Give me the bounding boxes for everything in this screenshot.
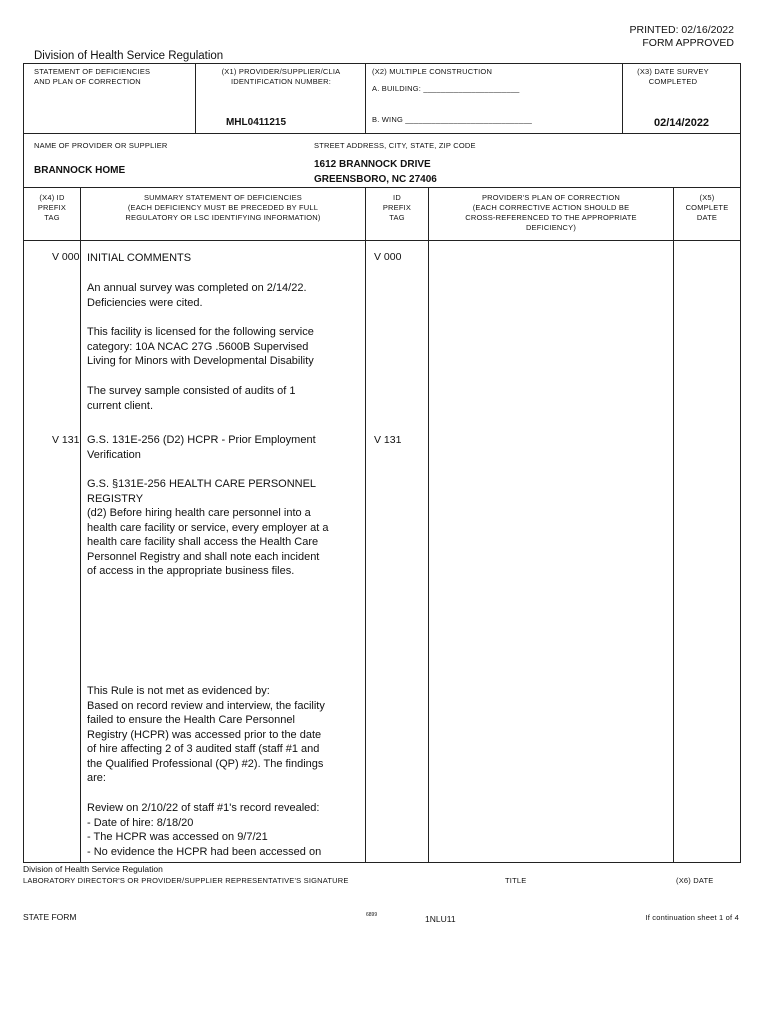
summary-p7: This Rule is not met as evidenced by: Based on record review and interview, the facility failed to ensure the Health Care Personnel Registry (HCPR) was accessed prior to the date of hire affecting 2 of 3 audited staff (staff #1 and the Qualified Professional (QP) #2). The findings are: — [87, 685, 325, 784]
summary-p6: G.S. §131E-256 HEALTH CARE PERSONNEL REGISTRY (d2) Before hiring health care personnel into a health care facility or service, every employer at a health care facility shall access the Health Care Personnel Registry and shall note each incident of access in the appropriate business files. — [87, 478, 329, 577]
street-label: STREET ADDRESS, CITY, STATE, ZIP CODE — [314, 141, 476, 150]
col-x5-header: (X5) COMPLETE DATE — [685, 193, 729, 222]
provider-name-label: NAME OF PROVIDER OR SUPPLIER — [34, 141, 168, 150]
state-form-label: STATE FORM — [23, 912, 77, 922]
summary-p3: This facility is licensed for the following service category: 10A NCAC 27G .5600B Supervised Living for Minors with Developmental Disability — [87, 326, 314, 367]
x2-building: A. BUILDING: ______________________ — [372, 84, 520, 93]
prefix-tag: V 000 — [52, 251, 80, 263]
id-prefix-tag: V 131 — [374, 434, 402, 446]
event-id: 1NLU11 — [425, 914, 456, 924]
col-plan-header: PROVIDER'S PLAN OF CORRECTION (EACH CORRECTIVE ACTION SHOULD BE CROSS-REFERENCED TO THE APPROPRIATE DEFICIENCY) — [465, 193, 637, 232]
title-label: TITLE — [505, 876, 527, 885]
survey-date: 02/14/2022 — [654, 117, 710, 129]
x2-wing: B. WING _____________________________ — [372, 115, 533, 124]
signature-label: LABORATORY DIRECTOR'S OR PROVIDER/SUPPLIER REPRESENTATIVE'S SIGNATURE — [23, 876, 349, 885]
prefix-tag: V 131 — [52, 434, 80, 446]
form-number: 6899 — [366, 912, 378, 918]
id-prefix-tag: V 000 — [374, 251, 402, 263]
col-summary-header: SUMMARY STATEMENT OF DEFICIENCIES (EACH DEFICIENCY MUST BE PRECEDED BY FULL REGULATORY OR LSC IDENTIFYING INFORMATION) — [125, 193, 321, 222]
summary-p2: An annual survey was completed on 2/14/22. Deficiencies were cited. — [87, 282, 307, 309]
x2-label: (X2) MULTIPLE CONSTRUCTION — [372, 67, 493, 76]
form-approved: FORM APPROVED — [642, 37, 734, 49]
printed-date: PRINTED: 02/16/2022 — [629, 24, 734, 36]
street-address: 1612 BRANNOCK DRIVE GREENSBORO, NC 27406 — [314, 159, 437, 185]
statement-label: STATEMENT OF DEFICIENCIES AND PLAN OF CORRECTION — [34, 67, 151, 86]
x3-label: (X3) DATE SURVEY COMPLETED — [637, 67, 709, 86]
x6-date-label: (X6) DATE — [676, 876, 714, 885]
division-title: Division of Health Service Regulation — [34, 50, 224, 62]
footer-division: Division of Health Service Regulation — [23, 864, 163, 874]
col-id-header: ID PREFIX TAG — [382, 193, 412, 222]
provider-name: BRANNOCK HOME — [34, 165, 126, 176]
x1-label: (X1) PROVIDER/SUPPLIER/CLIA IDENTIFICATION NUMBER: — [221, 67, 341, 86]
summary-p5: G.S. 131E-256 (D2) HCPR - Prior Employment Verification — [87, 434, 316, 461]
summary-p8: Review on 2/10/22 of staff #1's record revealed: - Date of hire: 8/18/20 - The HCPR was accessed on 9/7/21 - No evidence the HCPR had been accessed on — [87, 802, 322, 858]
provider-id: MHL0411215 — [225, 117, 287, 128]
print-header — [630, 24, 734, 50]
continuation-sheet: If continuation sheet 1 of 4 — [645, 913, 739, 922]
col-x4-header: (X4) ID PREFIX TAG — [37, 193, 67, 222]
summary-p1: INITIAL COMMENTS — [87, 252, 192, 264]
summary-p4: The survey sample consisted of audits of 1 current client. — [87, 385, 296, 412]
